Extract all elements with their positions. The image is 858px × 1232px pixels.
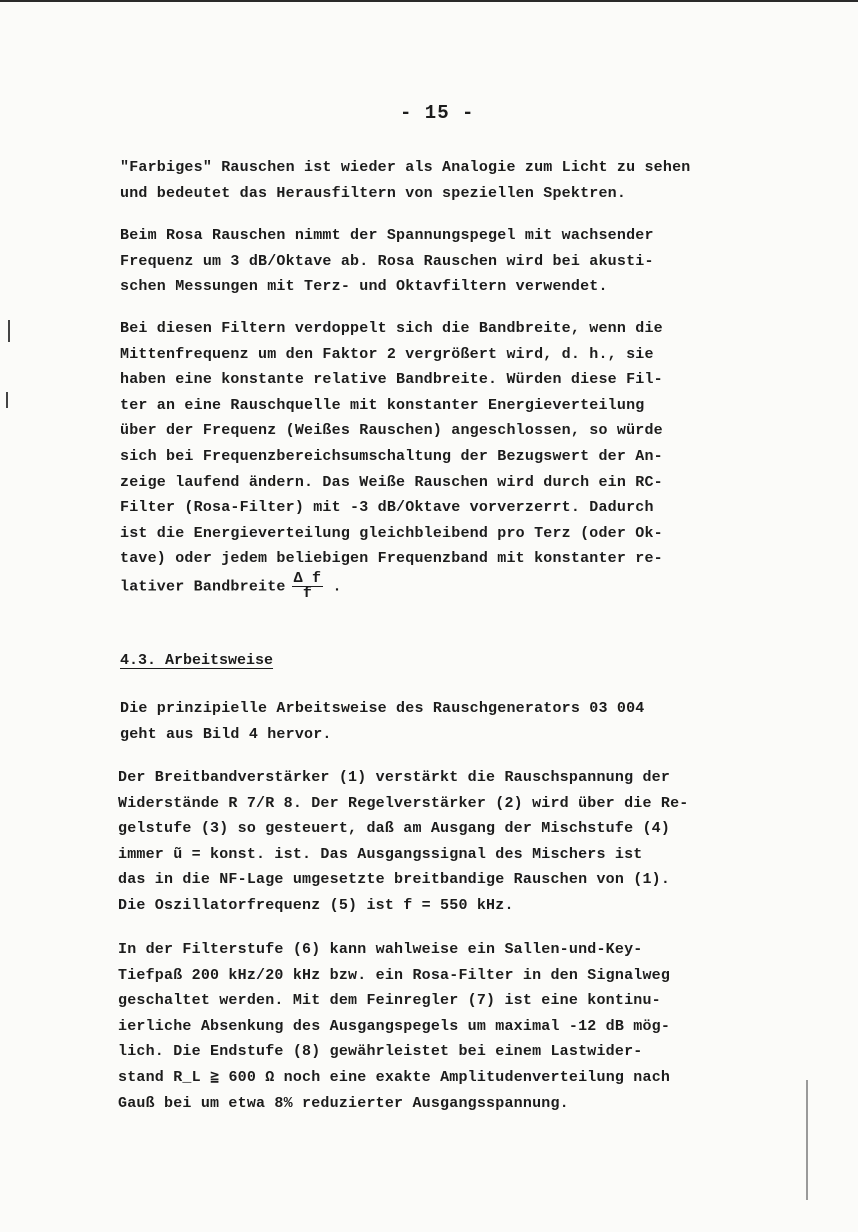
paragraph-filter-bandbreite — [120, 316, 663, 601]
page-number: - 15 - — [400, 102, 475, 124]
section-heading-arbeitsweise: 4.3. Arbeitsweise — [120, 652, 274, 669]
paragraph-breitbandverstaerker: Der Breitbandverstärker (1) verstärkt die Rauschspannung der Widerstände R 7/R 8. Der Regelverstärker (2) wird über die Re- gelstufe (3) so gesteuert, daß am Ausgang der Mischstufe (4) immer ũ = konst. ist. Das Ausgangssignal des Mischers ist das in die NF-Lage umgesetzte breitbandige Rauschen von (1). Die Oszillatorfrequenz (5) ist f = 550 kHz. — [118, 769, 689, 914]
last-line-text: lativer Bandbreite — [120, 578, 286, 596]
paragraph-farbiges-rauschen: "Farbiges" Rauschen ist wieder als Analogie zum Licht zu sehen und bedeutet das Herausfiltern von speziellen Spektren. — [120, 159, 691, 202]
paragraph-rosa-rauschen: Beim Rosa Rauschen nimmt der Spannungspegel mit wachsender Frequenz um 3 dB/Oktave ab. Rosa Rauschen wird bei akusti- schen Messungen mit Terz- und Oktavfiltern verwendet. — [120, 227, 654, 296]
scan-mark-right — [806, 1080, 808, 1200]
last-line-period: . — [332, 578, 342, 596]
delta-f-over-f-fraction — [292, 569, 324, 602]
paragraph-filter-bandbreite-last-line — [120, 569, 663, 602]
paragraph-filterstufe: In der Filterstufe (6) kann wahlweise ein Sallen-und-Key- Tiefpaß 200 kHz/20 kHz bzw. ein Rosa-Filter in den Signalweg geschaltet werden. Mit dem Feinregler (7) ist eine kontinu- ierliche Absenkung des Ausgangspegels um maximal -12 dB mög- lich. Die Endstufe (8) gewährleistet bei einem Lastwider- stand R_L ≧ 600 Ω noch eine exakte Amplitudenverteilung nach Gauß bei um etwa 8% reduzierter Ausgangsspannung. — [118, 941, 671, 1112]
scan-mark-left — [8, 320, 10, 342]
fraction-denominator: f — [302, 584, 313, 602]
scan-mark-left-2 — [6, 392, 8, 408]
page-top-edge — [0, 0, 858, 2]
paragraph-prinzipielle-arbeitsweise: Die prinzipielle Arbeitsweise des Rauschgenerators 03 004 geht aus Bild 4 hervor. — [120, 700, 645, 743]
paragraph-filter-bandbreite-body: Bei diesen Filtern verdoppelt sich die Bandbreite, wenn die Mittenfrequenz um den Faktor 2 vergrößert wird, d. h., sie haben eine konstante relative Bandbreite. Würden diese Fil- ter an eine Rauschquelle mit konstanter Energieverteilung über der Frequenz (Weißes Rauschen) angeschlossen, so würde sich bei Frequenzbereichsumschaltung der Bezugswert der An- zeige laufend ändern. Das Weiße Rauschen wird durch ein RC- Filter (Rosa-Filter) mit -3 dB/Oktave vorverzerrt. Dadurch ist die Energieverteilung gleichbleibend pro Terz (oder Ok- tave) oder jedem beliebigen Frequenzband mit konstanter re- — [120, 320, 663, 568]
fraction-numerator: Δ f — [293, 569, 322, 587]
